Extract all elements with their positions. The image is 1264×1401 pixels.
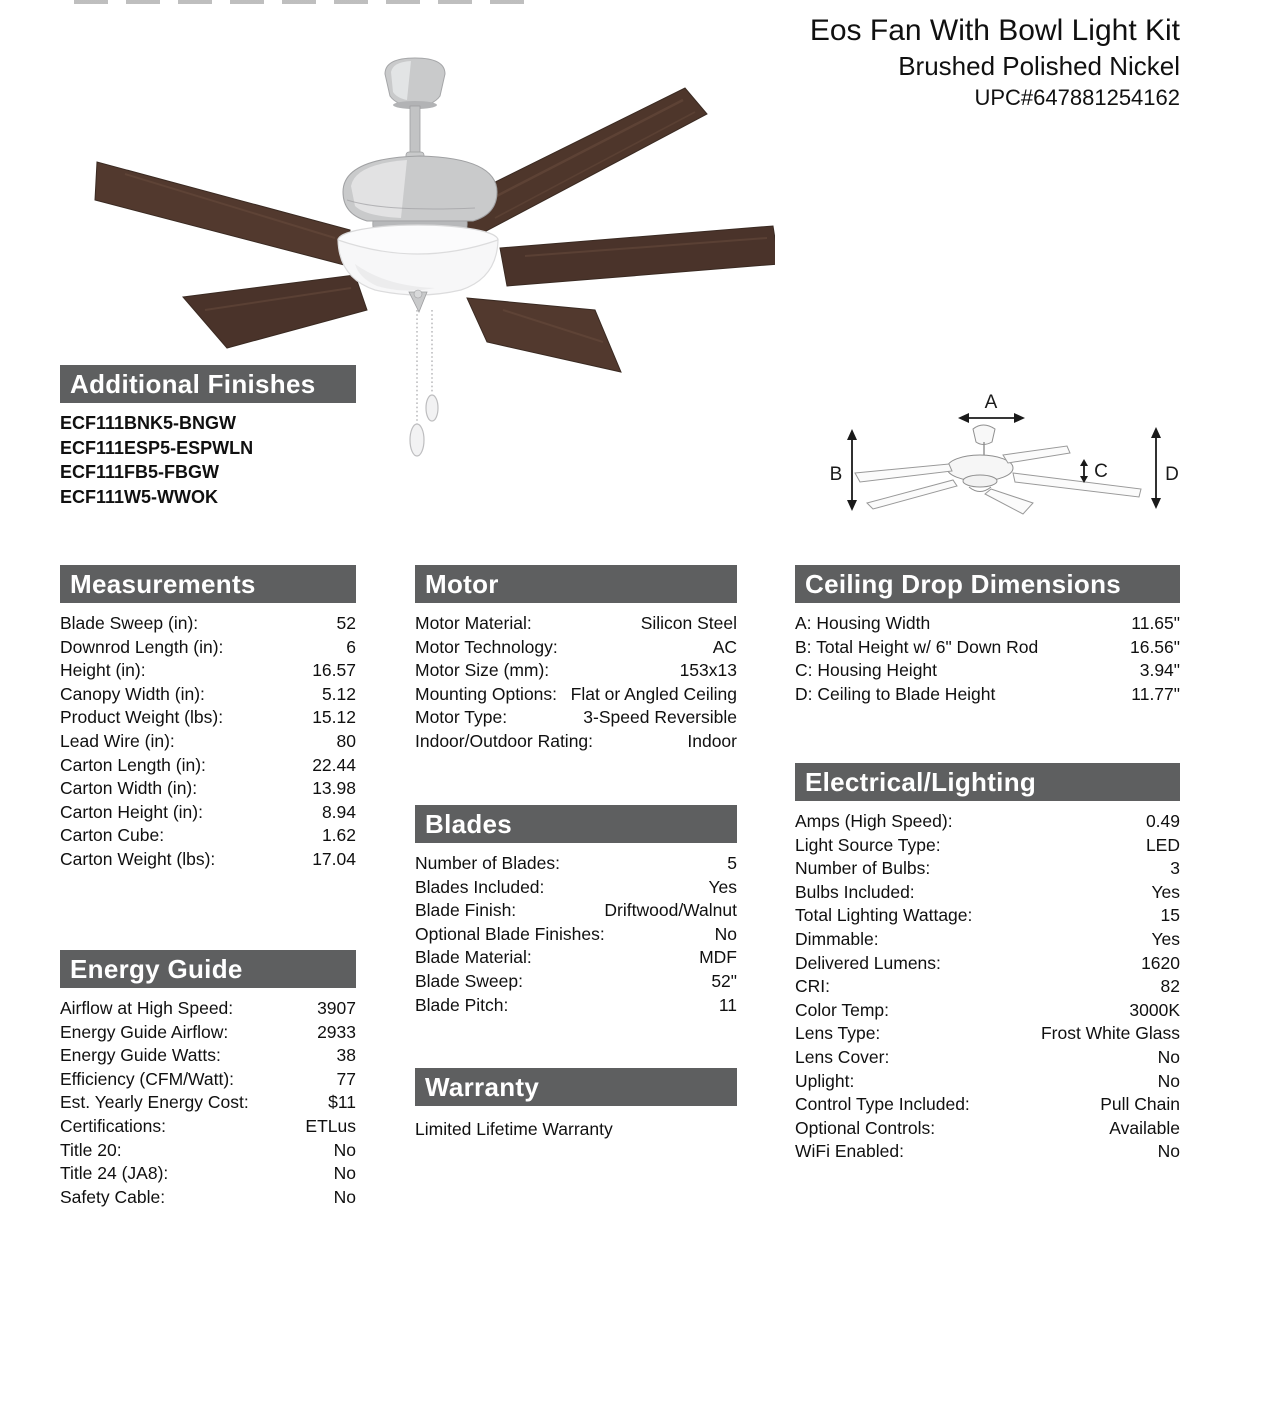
spec-value: 52" <box>711 970 737 991</box>
spec-label: Lens Cover: <box>795 1046 890 1067</box>
spec-value: Yes <box>1151 928 1180 949</box>
spec-value: 11 <box>718 994 737 1015</box>
spec-value: 3.94" <box>1139 660 1180 681</box>
spec-value: MDF <box>699 947 737 968</box>
spec-row <box>60 1186 356 1210</box>
motor-table <box>415 612 737 754</box>
spec-label: Blade Material: <box>415 947 532 968</box>
spec-label: Motor Material: <box>415 613 532 633</box>
spec-row <box>415 970 737 994</box>
spec-label: Uplight: <box>795 1070 855 1091</box>
finish-model-number: ECF111ESP5-ESPWLN <box>60 437 254 458</box>
energy-guide-heading: Energy Guide <box>60 950 356 988</box>
spec-value: 153x13 <box>679 660 737 681</box>
product-finish-subtitle: Brushed Polished Nickel <box>898 51 1180 81</box>
spec-row <box>795 881 1180 905</box>
spec-row <box>415 923 737 947</box>
measurements-section <box>60 565 356 872</box>
energy-guide-section <box>60 950 356 1209</box>
spec-value: No <box>1157 1070 1180 1091</box>
spec-value: 17.04 <box>312 848 356 869</box>
spec-label: Efficiency (CFM/Watt): <box>60 1068 235 1089</box>
spec-row <box>60 997 356 1021</box>
spec-row <box>795 683 1180 707</box>
spec-value: AC <box>712 636 737 657</box>
spec-label: Airflow at High Speed: <box>60 998 234 1018</box>
spec-label: Motor Size (mm): <box>415 660 550 681</box>
spec-label: Mounting Options: <box>415 683 558 704</box>
additional-finishes-section <box>60 365 356 509</box>
spec-label: Title 24 (JA8): <box>60 1163 169 1184</box>
ceiling-drop-dimensions-heading: Ceiling Drop Dimensions <box>795 565 1180 603</box>
warranty-heading: Warranty <box>415 1068 737 1106</box>
spec-row <box>415 612 737 636</box>
spec-row <box>795 952 1180 976</box>
spec-value: No <box>333 1139 356 1160</box>
spec-value: Flat or Angled Ceiling <box>570 683 737 704</box>
spec-value: 16.57 <box>312 660 356 681</box>
product-upc: UPC#647881254162 <box>974 85 1180 110</box>
spec-row <box>415 659 737 683</box>
spec-value: Available <box>1109 1117 1180 1138</box>
spec-label: Dimmable: <box>795 928 879 949</box>
blades-heading: Blades <box>415 805 737 843</box>
spec-row <box>60 730 356 754</box>
spec-label: Number of Bulbs: <box>795 858 931 879</box>
spec-label: Control Type Included: <box>795 1094 970 1115</box>
spec-row <box>60 1068 356 1092</box>
electrical-lighting-heading: Electrical/Lighting <box>795 763 1180 801</box>
spec-value: $11 <box>328 1092 356 1113</box>
spec-row <box>60 1021 356 1045</box>
spec-row <box>795 612 1180 636</box>
spec-label: Carton Height (in): <box>60 801 203 822</box>
spec-value: ETLus <box>305 1115 356 1136</box>
spec-value: No <box>1157 1141 1180 1162</box>
spec-label: Carton Width (in): <box>60 778 198 799</box>
spec-row <box>795 1022 1180 1046</box>
spec-label: Height (in): <box>60 660 146 681</box>
spec-row <box>60 1091 356 1115</box>
spec-label: Certifications: <box>60 1115 167 1136</box>
spec-row <box>60 1139 356 1163</box>
spec-row <box>60 801 356 825</box>
spec-label: Energy Guide Airflow: <box>60 1021 229 1042</box>
spec-value: LED <box>1145 834 1180 855</box>
spec-value: 8.94 <box>321 801 356 822</box>
spec-label: CRI: <box>795 976 830 997</box>
spec-row <box>795 659 1180 683</box>
spec-value: Pull Chain <box>1100 1094 1180 1115</box>
spec-label: Downrod Length (in): <box>60 636 224 657</box>
spec-row <box>60 777 356 801</box>
spec-label: Blade Sweep: <box>415 970 523 991</box>
spec-value: No <box>1157 1046 1180 1067</box>
spec-row <box>60 706 356 730</box>
spec-label: Carton Length (in): <box>60 754 206 775</box>
spec-label: Light Source Type: <box>795 834 941 855</box>
additional-finishes-list <box>60 411 356 509</box>
measurements-heading: Measurements <box>60 565 356 603</box>
spec-row <box>415 852 737 876</box>
spec-row <box>60 636 356 660</box>
spec-value: No <box>714 923 737 944</box>
spec-label: B: Total Height w/ 6" Down Rod <box>795 636 1039 657</box>
spec-value: 5 <box>727 853 737 873</box>
spec-value: Driftwood/Walnut <box>604 900 737 921</box>
spec-value: No <box>333 1186 356 1207</box>
spec-value: 0.49 <box>1145 811 1180 831</box>
spec-value: 11.77" <box>1131 683 1180 704</box>
spec-value: 80 <box>336 730 356 751</box>
spec-label: Motor Type: <box>415 707 508 728</box>
spec-row <box>60 848 356 872</box>
spec-label: Carton Cube: <box>60 825 165 846</box>
spec-row <box>795 834 1180 858</box>
spec-row <box>60 683 356 707</box>
diagram-label-b: B <box>829 464 843 485</box>
blades-section <box>415 805 737 1017</box>
spec-value: 15 <box>1160 905 1180 926</box>
spec-value: 2933 <box>317 1021 356 1042</box>
spec-label: D: Ceiling to Blade Height <box>795 683 996 704</box>
energy-guide-table <box>60 997 356 1209</box>
spec-label: Est. Yearly Energy Cost: <box>60 1092 249 1113</box>
additional-finishes-heading: Additional Finishes <box>60 365 356 403</box>
spec-label: Energy Guide Watts: <box>60 1045 221 1066</box>
spec-value: 38 <box>336 1045 356 1066</box>
spec-row <box>415 946 737 970</box>
spec-label: Delivered Lumens: <box>795 952 941 973</box>
spec-label: Canopy Width (in): <box>60 683 205 704</box>
spec-label: Amps (High Speed): <box>795 811 953 831</box>
spec-row <box>415 994 737 1018</box>
spec-value: Frost White Glass <box>1040 1023 1180 1044</box>
spec-value: 82 <box>1160 976 1180 997</box>
spec-value: 15.12 <box>312 707 356 728</box>
spec-row <box>795 810 1180 834</box>
diagram-label-c: C <box>1094 461 1108 482</box>
spec-row <box>415 730 737 754</box>
spec-label: A: Housing Width <box>795 613 931 633</box>
spec-label: Motor Technology: <box>415 636 558 657</box>
spec-label: Lead Wire (in): <box>60 730 175 751</box>
spec-value: 1.62 <box>321 825 356 846</box>
spec-value: 52 <box>336 613 356 633</box>
spec-row <box>60 754 356 778</box>
spec-row <box>795 999 1180 1023</box>
spec-row <box>415 876 737 900</box>
spec-label: Title 20: <box>60 1139 122 1160</box>
spec-label: Safety Cable: <box>60 1186 166 1207</box>
clipped-text-fragment <box>74 0 532 4</box>
spec-label: Product Weight (lbs): <box>60 707 224 728</box>
spec-row <box>795 636 1180 660</box>
spec-value: 3000K <box>1129 999 1180 1020</box>
spec-label: WiFi Enabled: <box>795 1141 904 1162</box>
finish-model-number: ECF111W5-WWOK <box>60 486 219 507</box>
warranty-section <box>415 1068 737 1141</box>
spec-value: No <box>333 1163 356 1184</box>
measurements-table <box>60 612 356 872</box>
product-title-block <box>810 12 1180 113</box>
warranty-text: Limited Lifetime Warranty <box>415 1119 613 1139</box>
spec-row <box>795 1140 1180 1164</box>
spec-label: Carton Weight (lbs): <box>60 848 216 869</box>
spec-value: 1620 <box>1141 952 1180 973</box>
diagram-label-a: A <box>984 393 998 413</box>
blades-table <box>415 852 737 1017</box>
spec-label: C: Housing Height <box>795 660 938 681</box>
spec-row <box>795 1070 1180 1094</box>
ceiling-drop-dimensions-section <box>795 565 1180 706</box>
spec-label: Blades Included: <box>415 876 545 897</box>
spec-row <box>415 899 737 923</box>
spec-row <box>795 904 1180 928</box>
spec-label: Blade Finish: <box>415 900 517 921</box>
spec-row <box>795 928 1180 952</box>
finish-model-number: ECF111BNK5-BNGW <box>60 413 237 433</box>
electrical-lighting-table <box>795 810 1180 1164</box>
ceiling-drop-diagram <box>825 393 1185 533</box>
spec-value: 5.12 <box>321 683 356 704</box>
spec-label: Lens Type: <box>795 1023 881 1044</box>
spec-value: 16.56" <box>1129 636 1180 657</box>
spec-label: Indoor/Outdoor Rating: <box>415 730 594 751</box>
ceiling-drop-dimensions-table <box>795 612 1180 706</box>
spec-label: Total Lighting Wattage: <box>795 905 973 926</box>
spec-label: Optional Blade Finishes: <box>415 923 605 944</box>
spec-value: 13.98 <box>312 778 356 799</box>
spec-row <box>60 659 356 683</box>
spec-label: Bulbs Included: <box>795 881 915 902</box>
spec-label: Blade Sweep (in): <box>60 613 199 633</box>
spec-row <box>60 1162 356 1186</box>
diagram-label-d: D <box>1165 464 1179 485</box>
spec-value: 22.44 <box>312 754 356 775</box>
finish-model-number: ECF111FB5-FBGW <box>60 462 220 482</box>
spec-value: Yes <box>1151 881 1180 902</box>
electrical-lighting-section <box>795 763 1180 1164</box>
spec-row <box>795 1046 1180 1070</box>
spec-row <box>795 857 1180 881</box>
spec-value: Silicon Steel <box>640 613 737 633</box>
spec-value: Indoor <box>687 730 737 751</box>
motor-section <box>415 565 737 754</box>
spec-value: 6 <box>346 636 356 657</box>
spec-value: 11.65" <box>1131 613 1180 633</box>
product-title: Eos Fan With Bowl Light Kit <box>809 14 1180 47</box>
spec-row <box>795 975 1180 999</box>
spec-label: Color Temp: <box>795 999 890 1020</box>
spec-row <box>60 612 356 636</box>
spec-row <box>60 1044 356 1068</box>
spec-row <box>795 1093 1180 1117</box>
spec-value: 3 <box>1170 858 1180 879</box>
spec-value: 3907 <box>317 998 356 1018</box>
spec-value: 77 <box>336 1068 356 1089</box>
motor-heading: Motor <box>415 565 737 603</box>
spec-row <box>60 1115 356 1139</box>
spec-value: 3-Speed Reversible <box>583 707 737 728</box>
spec-label: Number of Blades: <box>415 853 560 873</box>
spec-label: Optional Controls: <box>795 1117 936 1138</box>
spec-row <box>795 1117 1180 1141</box>
spec-row <box>415 706 737 730</box>
spec-row <box>415 636 737 660</box>
spec-value: Yes <box>708 876 737 897</box>
spec-row <box>415 683 737 707</box>
spec-row <box>60 824 356 848</box>
spec-label: Blade Pitch: <box>415 994 509 1015</box>
